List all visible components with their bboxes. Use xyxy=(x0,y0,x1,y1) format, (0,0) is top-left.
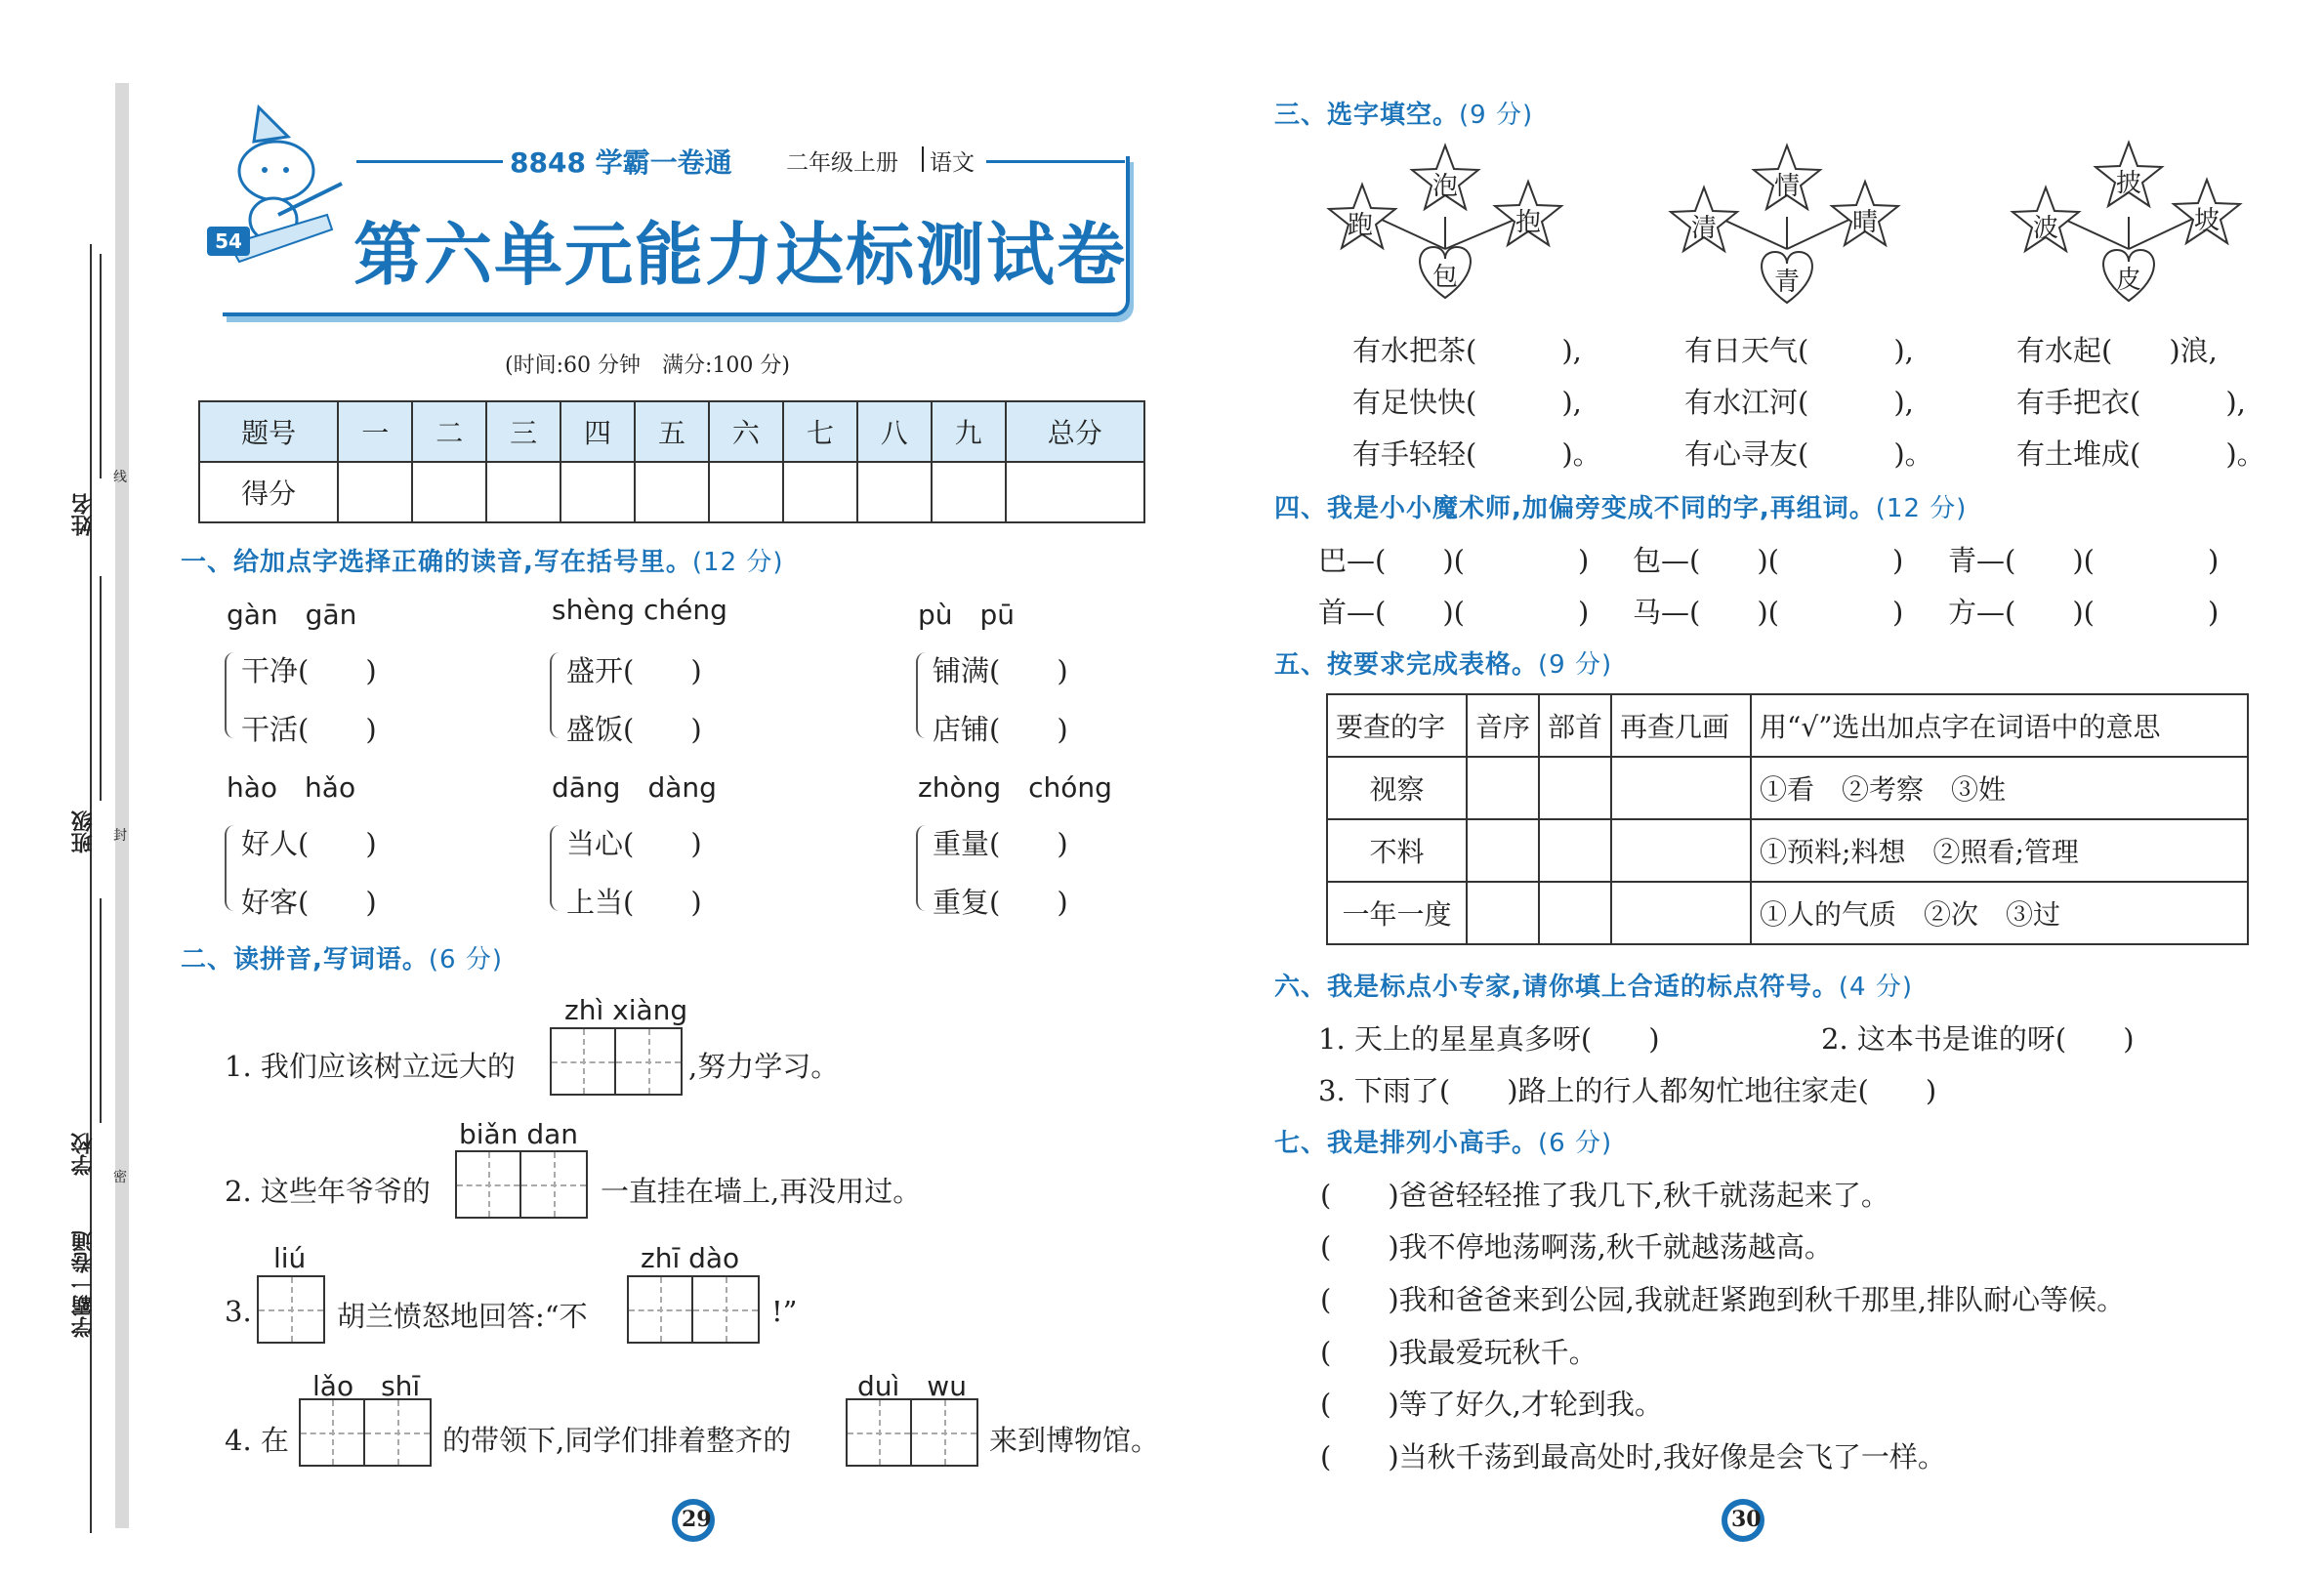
q7-title-text: 七、我是排列小高手。 xyxy=(1274,1129,1539,1158)
table-header: 部首 xyxy=(1539,694,1611,757)
grade-label: 二年级上册 xyxy=(786,150,898,176)
q6-title-text: 六、我是标点小专家,请你填上合适的标点符号。 xyxy=(1274,973,1839,1002)
lookup-word: 一年一度 xyxy=(1327,882,1467,944)
q4-fill[interactable]: 巴—( )( ) xyxy=(1318,544,1590,577)
q2-line3-pinyin2: zhī dào xyxy=(641,1242,740,1274)
score-input-cell[interactable] xyxy=(783,462,857,522)
meaning-options[interactable]: ①人的气质 ②次 ③过 xyxy=(1751,882,2248,944)
score-header-cell: 一 xyxy=(338,401,412,462)
q3-star-char: 泡 xyxy=(1432,172,1459,201)
q3-star-char: 晴 xyxy=(1852,208,1879,237)
score-header-cell: 四 xyxy=(560,401,635,462)
binding-line xyxy=(90,244,92,1533)
sidebar-brand: 学霸一卷通 xyxy=(71,1230,96,1338)
page-badge: 54 xyxy=(207,227,250,256)
q1-item[interactable]: 重复( ) xyxy=(933,886,1068,919)
q2-line1-post: ,努力学习。 xyxy=(688,1050,840,1083)
page-number-right: 30 xyxy=(1731,1507,1762,1532)
q2-title xyxy=(181,939,503,975)
score-header-cell: 七 xyxy=(783,401,857,462)
meaning-options[interactable]: ①预料;料想 ②照看;管理 xyxy=(1751,819,2248,882)
score-header-cell: 题号 xyxy=(199,401,338,462)
name-label: 姓名 xyxy=(71,493,96,536)
table-header: 再查几画 xyxy=(1611,694,1751,757)
q1-pinyin: hào hǎo xyxy=(227,771,356,804)
school-blank-line xyxy=(100,898,102,1123)
q1-title-text: 一、给加点字选择正确的读音,写在括号里。 xyxy=(181,548,692,577)
q1-item[interactable]: 当心( ) xyxy=(566,827,702,860)
score-header-cell: 总分 xyxy=(1006,401,1144,462)
q1-pinyin: shèng chéng xyxy=(552,594,727,626)
q6-item[interactable]: 1. 天上的星星真多呀( ) xyxy=(1318,1022,1660,1056)
q5-title-text: 五、按要求完成表格。 xyxy=(1274,650,1539,680)
score-input-cell[interactable] xyxy=(486,462,560,522)
q3-fill[interactable]: 有手轻轻( )。 xyxy=(1352,437,1601,471)
q2-points: (6 分) xyxy=(428,945,503,975)
answer-cell[interactable] xyxy=(1467,757,1539,819)
score-input-cell[interactable] xyxy=(560,462,635,522)
answer-cell[interactable] xyxy=(1467,882,1539,944)
brace xyxy=(916,825,930,911)
brace xyxy=(225,825,238,911)
table-row xyxy=(1327,757,2248,819)
q3-heart-char: 皮 xyxy=(2116,266,2142,295)
q3-points: (9 分) xyxy=(1459,101,1534,130)
q1-item[interactable]: 干净( ) xyxy=(241,654,377,687)
q2-line2-pinyin: biǎn dan xyxy=(459,1118,579,1150)
q3-fill[interactable]: 有水起( )浪, xyxy=(2016,334,2218,367)
dictionary-table xyxy=(1326,693,2249,945)
q3-fill[interactable]: 有水江河( ), xyxy=(1684,386,1914,419)
writing-grid[interactable] xyxy=(455,1150,588,1219)
score-row-label: 得分 xyxy=(199,462,338,522)
q5-points: (9 分) xyxy=(1538,650,1613,680)
q3-title xyxy=(1274,95,1533,131)
q7-item[interactable]: ( )当秋千荡到最高处时,我好像是会飞了一样。 xyxy=(1320,1440,1946,1473)
brace xyxy=(225,652,238,738)
q2-title-text: 二、读拼音,写词语。 xyxy=(181,945,429,975)
brace xyxy=(550,825,563,911)
q3-fill[interactable]: 有心寻友( )。 xyxy=(1684,437,1933,471)
q1-item[interactable]: 盛饭( ) xyxy=(566,713,702,746)
page-number-left: 29 xyxy=(682,1507,712,1532)
q4-title xyxy=(1274,488,1967,524)
table-row xyxy=(1327,819,2248,882)
q6-item[interactable]: 3. 下雨了( )路上的行人都匆忙地往家走( ) xyxy=(1318,1074,1937,1107)
score-input-cell[interactable] xyxy=(1006,462,1144,522)
answer-cell[interactable] xyxy=(1539,757,1611,819)
q4-fill[interactable]: 马—( )( ) xyxy=(1633,596,1904,629)
q1-item[interactable]: 盛开( ) xyxy=(566,654,702,687)
score-header-cell: 六 xyxy=(709,401,783,462)
score-table xyxy=(198,400,1145,523)
q4-fill[interactable]: 方—( )( ) xyxy=(1948,596,2220,629)
q2-line4-pre: 4. 在 xyxy=(225,1424,289,1457)
q4-fill[interactable]: 首—( )( ) xyxy=(1318,596,1590,629)
score-header-cell: 三 xyxy=(486,401,560,462)
q1-item[interactable]: 好客( ) xyxy=(241,886,377,919)
cut-mark-feng: 封 xyxy=(113,828,127,844)
q6-title xyxy=(1274,967,1913,1003)
class-blank-line xyxy=(100,576,102,801)
brace xyxy=(550,652,563,738)
q2-line4-pinyin1: lǎo shī xyxy=(312,1370,421,1402)
q1-pinyin: zhòng chóng xyxy=(918,771,1112,804)
q4-title-text: 四、我是小小魔术师,加偏旁变成不同的字,再组词。 xyxy=(1274,494,1876,523)
q3-heart-char: 青 xyxy=(1774,268,1801,297)
q1-item[interactable]: 干活( ) xyxy=(241,713,377,746)
writing-grid[interactable] xyxy=(257,1275,325,1344)
binding-strip xyxy=(115,83,129,1528)
q6-points: (4 分) xyxy=(1838,973,1913,1002)
time-info: (时间:60 分钟 满分:100 分) xyxy=(505,353,790,378)
q5-title xyxy=(1274,644,1612,681)
score-input-cell[interactable] xyxy=(412,462,486,522)
q1-item[interactable]: 好人( ) xyxy=(241,827,377,860)
q1-points: (12 分) xyxy=(691,548,784,577)
q3-fill[interactable]: 有水把茶( ), xyxy=(1352,334,1582,367)
name-blank-line xyxy=(100,254,102,478)
q4-fill[interactable]: 青—( )( ) xyxy=(1948,544,2220,577)
q1-pinyin: gàn gān xyxy=(227,599,357,631)
cut-mark-xian: 线 xyxy=(113,470,127,485)
q3-star-char: 清 xyxy=(1691,214,1718,243)
writing-grid[interactable] xyxy=(627,1275,760,1344)
q4-points: (12 分) xyxy=(1875,494,1968,523)
school-label: 学校 xyxy=(71,1133,96,1176)
score-input-cell[interactable] xyxy=(635,462,709,522)
q7-title xyxy=(1274,1123,1612,1159)
page-title: 第六单元能力达标测试卷 xyxy=(353,215,1127,295)
q2-line3-pre: 3. xyxy=(225,1295,252,1328)
q3-fill[interactable]: 有日天气( ), xyxy=(1684,334,1914,367)
q2-line2-post: 一直挂在墙上,再没用过。 xyxy=(601,1175,922,1208)
q7-item[interactable]: ( )等了好久,才轮到我。 xyxy=(1320,1388,1663,1421)
q6-item[interactable]: 2. 这本书是谁的呀( ) xyxy=(1821,1022,2135,1056)
q3-fill[interactable]: 有土堆成( )。 xyxy=(2016,437,2265,471)
cut-mark-mi: 密 xyxy=(113,1170,127,1185)
score-input-cell[interactable] xyxy=(857,462,932,522)
q3-star-char: 情 xyxy=(1774,172,1801,201)
q1-item[interactable]: 上当( ) xyxy=(566,886,702,919)
score-header-cell: 九 xyxy=(932,401,1006,462)
q7-item[interactable]: ( )爸爸轻轻推了我几下,秋千就荡起来了。 xyxy=(1320,1179,1889,1212)
writing-grid[interactable] xyxy=(550,1027,683,1096)
q1-title xyxy=(181,542,784,578)
score-input-cell[interactable] xyxy=(932,462,1006,522)
q2-line4-pinyin2: duì wu xyxy=(857,1370,967,1402)
q3-star-char: 跑 xyxy=(1348,211,1374,240)
q1-pinyin: dāng dàng xyxy=(552,771,717,804)
answer-cell[interactable] xyxy=(1539,882,1611,944)
q3-star-char: 波 xyxy=(2033,214,2059,243)
q2-line4-mid: 的带领下,同学们排着整齐的 xyxy=(442,1424,792,1457)
q2-line1-pre: 1. 我们应该树立远大的 xyxy=(225,1050,516,1083)
subject-label: 语文 xyxy=(930,150,975,176)
lookup-word: 不料 xyxy=(1327,819,1467,882)
brand-name: 8848 学霸一卷通 xyxy=(510,146,732,179)
writing-grid[interactable] xyxy=(846,1398,978,1467)
q2-line3-mid: 胡兰愤怒地回答:“不 xyxy=(337,1300,588,1333)
q7-item[interactable]: ( )我最爱玩秋千。 xyxy=(1320,1336,1598,1369)
q3-fill[interactable]: 有手把衣( ), xyxy=(2016,386,2246,419)
score-input-cell[interactable] xyxy=(709,462,783,522)
class-label: 班级 xyxy=(71,810,96,853)
q3-star-char: 披 xyxy=(2116,169,2142,198)
q7-points: (6 分) xyxy=(1538,1129,1613,1158)
table-header: 要查的字 xyxy=(1327,694,1467,757)
q7-item[interactable]: ( )我和爸爸来到公园,我就赶紧跑到秋千那里,排队耐心等候。 xyxy=(1320,1283,2126,1316)
q1-item[interactable]: 店铺( ) xyxy=(933,713,1068,746)
q2-line3-pinyin1: liú xyxy=(273,1242,307,1274)
q2-line4-post: 来到博物馆。 xyxy=(989,1424,1160,1457)
score-input-cell[interactable] xyxy=(338,462,412,522)
writing-grid[interactable] xyxy=(299,1398,432,1467)
table-header: 音序 xyxy=(1467,694,1539,757)
answer-cell[interactable] xyxy=(1467,819,1539,882)
table-header: 用“√”选出加点字在词语中的意思 xyxy=(1751,694,2248,757)
q1-pinyin: pù pū xyxy=(918,599,1016,631)
answer-cell[interactable] xyxy=(1539,819,1611,882)
q3-heart-char: 包 xyxy=(1432,263,1459,292)
answer-cell[interactable] xyxy=(1611,819,1751,882)
answer-cell[interactable] xyxy=(1611,757,1751,819)
table-row xyxy=(1327,882,2248,944)
brace xyxy=(916,652,930,738)
score-header-cell: 二 xyxy=(412,401,486,462)
q4-fill[interactable]: 包—( )( ) xyxy=(1633,544,1904,577)
q2-line3-post: !” xyxy=(771,1295,798,1328)
lookup-word: 视察 xyxy=(1327,757,1467,819)
q1-item[interactable]: 重量( ) xyxy=(933,827,1068,860)
q3-star-char: 坡 xyxy=(2194,206,2220,235)
q1-item[interactable]: 铺满( ) xyxy=(933,654,1068,687)
q3-star-char: 抱 xyxy=(1515,208,1542,237)
q7-item[interactable]: ( )我不停地荡啊荡,秋千就越荡越高。 xyxy=(1320,1230,1833,1264)
score-header-cell: 五 xyxy=(635,401,709,462)
score-header-cell: 八 xyxy=(857,401,932,462)
q3-fill[interactable]: 有足快快( ), xyxy=(1352,386,1582,419)
q2-line2-pre: 2. 这些年爷爷的 xyxy=(225,1175,431,1208)
answer-cell[interactable] xyxy=(1611,882,1751,944)
meaning-options[interactable]: ①看 ②考察 ③姓 xyxy=(1751,757,2248,819)
q2-line1-pinyin: zhì xiàng xyxy=(564,994,688,1026)
q3-title-text: 三、选字填空。 xyxy=(1274,101,1460,130)
